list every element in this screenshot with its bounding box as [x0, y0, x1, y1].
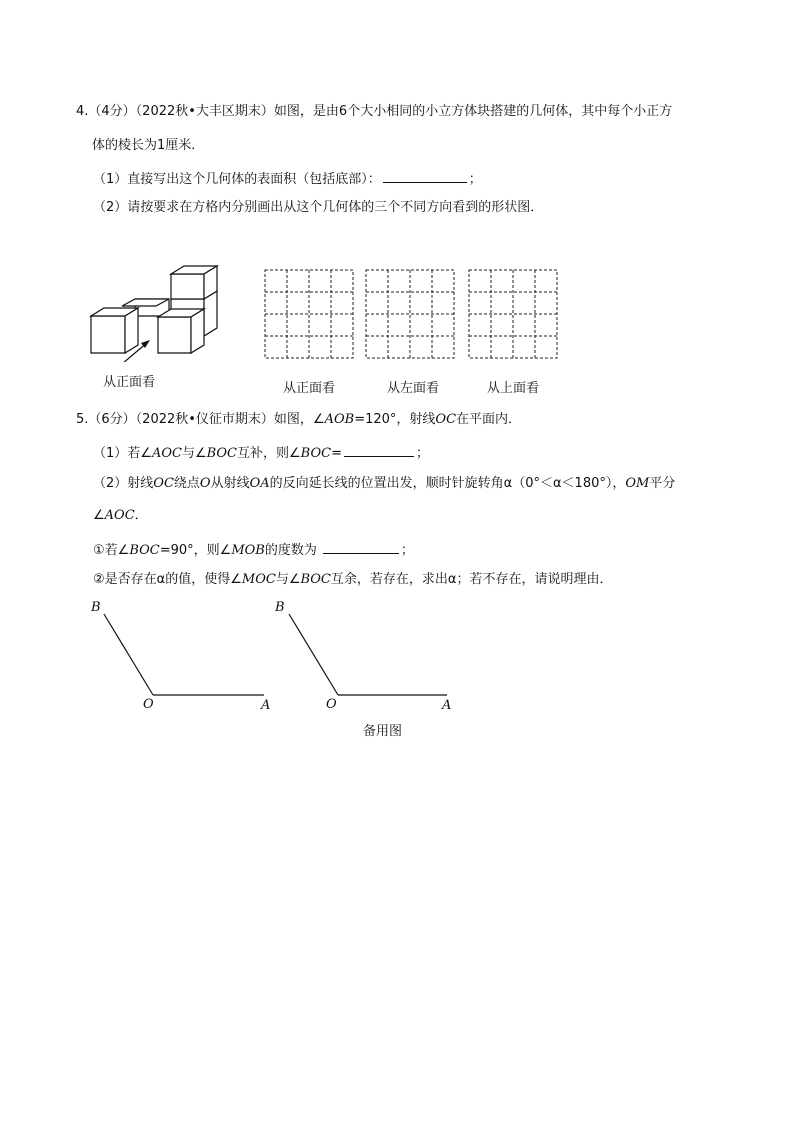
label-a-backup: A — [442, 698, 452, 713]
label-b: B — [91, 600, 101, 615]
label-a: A — [261, 698, 271, 713]
view-grids — [262, 268, 562, 360]
q5-part2-cont: ∠AOC． — [93, 508, 148, 523]
ray-ob — [104, 614, 153, 695]
q4-answer-blank[interactable] — [383, 169, 467, 183]
label-o-backup: O — [326, 697, 337, 712]
label-o: O — [143, 697, 154, 712]
q4-heading: 4.（4分）（2022秋•大丰区期末）如图，是由6个大小相同的小立方体块搭建的几何体，其中每个小正方 — [76, 104, 673, 119]
q5-heading: 5.（6分）（2022秋•仪征市期末）如图，∠AOB=120°，射线OC在平面内． — [76, 412, 522, 427]
label-b-backup: B — [275, 600, 285, 615]
ray-ob-backup — [289, 614, 338, 695]
grid-front-view[interactable] — [265, 270, 353, 358]
q5-sub2: ②是否存在α的值，使得∠MOC与∠BOC互余，若存在，求出α；若不存在，请说明理由． — [93, 572, 613, 587]
cube-solid-figure — [88, 262, 228, 362]
q5-part1-blank[interactable] — [344, 443, 414, 457]
solid-caption: 从正面看 — [103, 375, 156, 390]
grid-caption-top: 从上面看 — [487, 381, 540, 396]
grid-caption-front: 从正面看 — [283, 381, 336, 396]
q5-part1: （1）若∠AOC与∠BOC互补，则∠BOC= ； — [93, 443, 429, 463]
q5-sub1: ①若∠BOC=90°，则∠MOB的度数为 ； — [93, 540, 414, 560]
q5-sub1-blank[interactable] — [323, 540, 399, 554]
grid-left-view[interactable] — [366, 270, 454, 358]
q4-heading-cont: 体的棱长为1厘米． — [92, 138, 205, 153]
grid-caption-left: 从左面看 — [387, 381, 440, 396]
angle-figure-main — [90, 600, 290, 720]
grid-top-view[interactable] — [469, 270, 557, 358]
q5-part2: （2）射线OC绕点O从射线OA的反向延长线的位置出发，顺时针旋转角α（0°＜α＜180°），OM平分 — [93, 476, 676, 491]
q4-part1: （1）直接写出这个几何体的表面积（包括底部）： ； — [93, 169, 482, 189]
backup-caption: 备用图 — [363, 724, 403, 739]
q4-part2: （2）请按要求在方格内分别画出从这个几何体的三个不同方向看到的形状图． — [93, 200, 544, 215]
